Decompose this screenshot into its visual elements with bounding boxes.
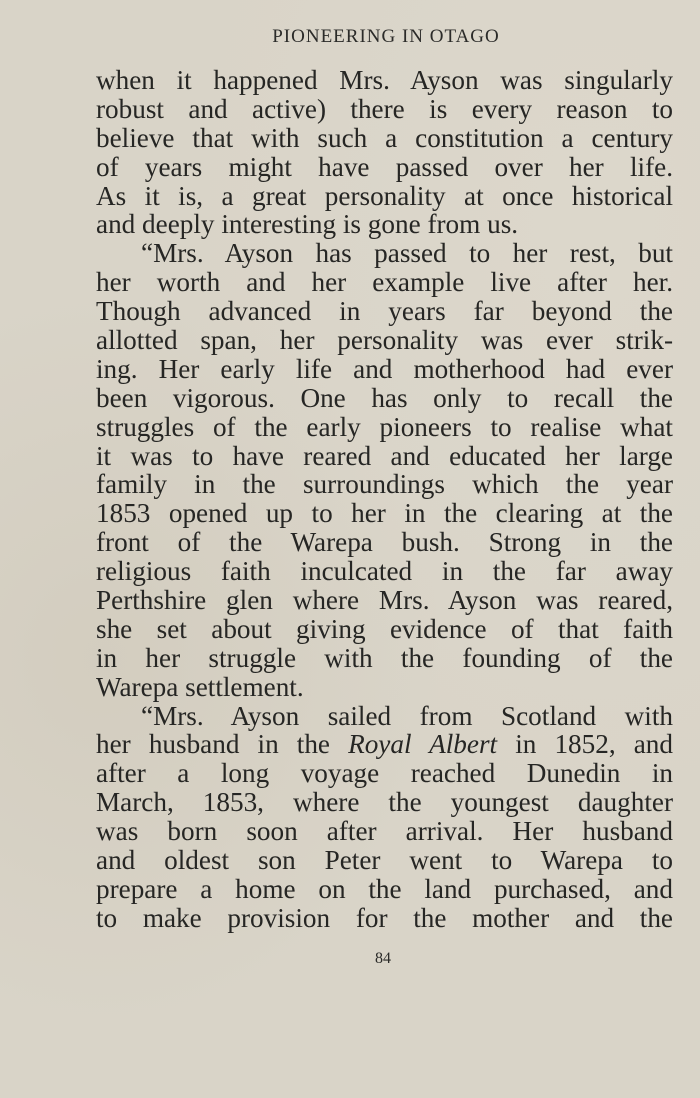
- page-number: 84: [375, 950, 391, 967]
- text-line: struggles of the early pioneers to realise what: [96, 411, 673, 442]
- text-line: and deeply interesting is gone from us.: [96, 209, 519, 240]
- running-head: [0, 26, 700, 48]
- text-line: Warepa settlement.: [96, 671, 304, 702]
- text-line: March, 1853, where the youngest daughter: [96, 787, 673, 818]
- text-line: Though advanced in years far beyond the: [96, 296, 673, 327]
- text-line: prepare a home on the land purchased, and: [96, 873, 673, 904]
- text-line: to make provision for the mother and the: [96, 902, 673, 933]
- text-line: “Mrs. Ayson has passed to her rest, but: [141, 238, 673, 269]
- ship-name-italic: Royal Albert: [348, 729, 498, 760]
- text-line: religious faith inculcated in the far away: [96, 556, 673, 587]
- text-line: been vigorous. One has only to recall the: [96, 382, 673, 413]
- text-line: after a long voyage reached Dunedin in: [96, 758, 673, 789]
- text-line: Perthshire glen where Mrs. Ayson was reared,: [96, 585, 673, 616]
- running-head-text: PIONEERING IN OTAGO: [272, 26, 500, 47]
- text-line: robust and active) there is every reason to: [96, 93, 673, 124]
- text-line: in her struggle with the founding of the: [96, 642, 673, 673]
- text-line: it was to have reared and educated her large: [96, 440, 673, 471]
- text-segment: “Mrs. Ayson sailed from Scotland with: [141, 700, 673, 731]
- text-line: was born soon after arrival. Her husband: [96, 816, 673, 847]
- text-line: her worth and her example live after her.: [96, 267, 673, 298]
- text-line: and oldest son Peter went to Warepa to: [96, 845, 673, 876]
- text-line: allotted span, her personality was ever strik-: [96, 325, 673, 356]
- text-line: As it is, a great personality at once historical: [96, 180, 673, 211]
- text-segment: in 1852, and: [497, 729, 673, 760]
- text-line: she set about giving evidence of that faith: [96, 613, 673, 644]
- text-segment: her husband in the: [96, 729, 349, 760]
- text-line: [96, 702, 673, 731]
- text-line: of years might have passed over her life.: [96, 151, 673, 182]
- text-line: believe that with such a constitution a century: [96, 122, 673, 153]
- text-line: front of the Warepa bush. Strong in the: [96, 527, 673, 558]
- text-line: when it happened Mrs. Ayson was singularly: [96, 65, 673, 95]
- text-line: family in the surroundings which the year: [96, 469, 673, 500]
- text-line: 1853 opened up to her in the clearing at the: [96, 498, 673, 529]
- body-text: [96, 66, 673, 933]
- text-line: [96, 730, 673, 759]
- text-line: ing. Her early life and motherhood had ever: [96, 353, 673, 384]
